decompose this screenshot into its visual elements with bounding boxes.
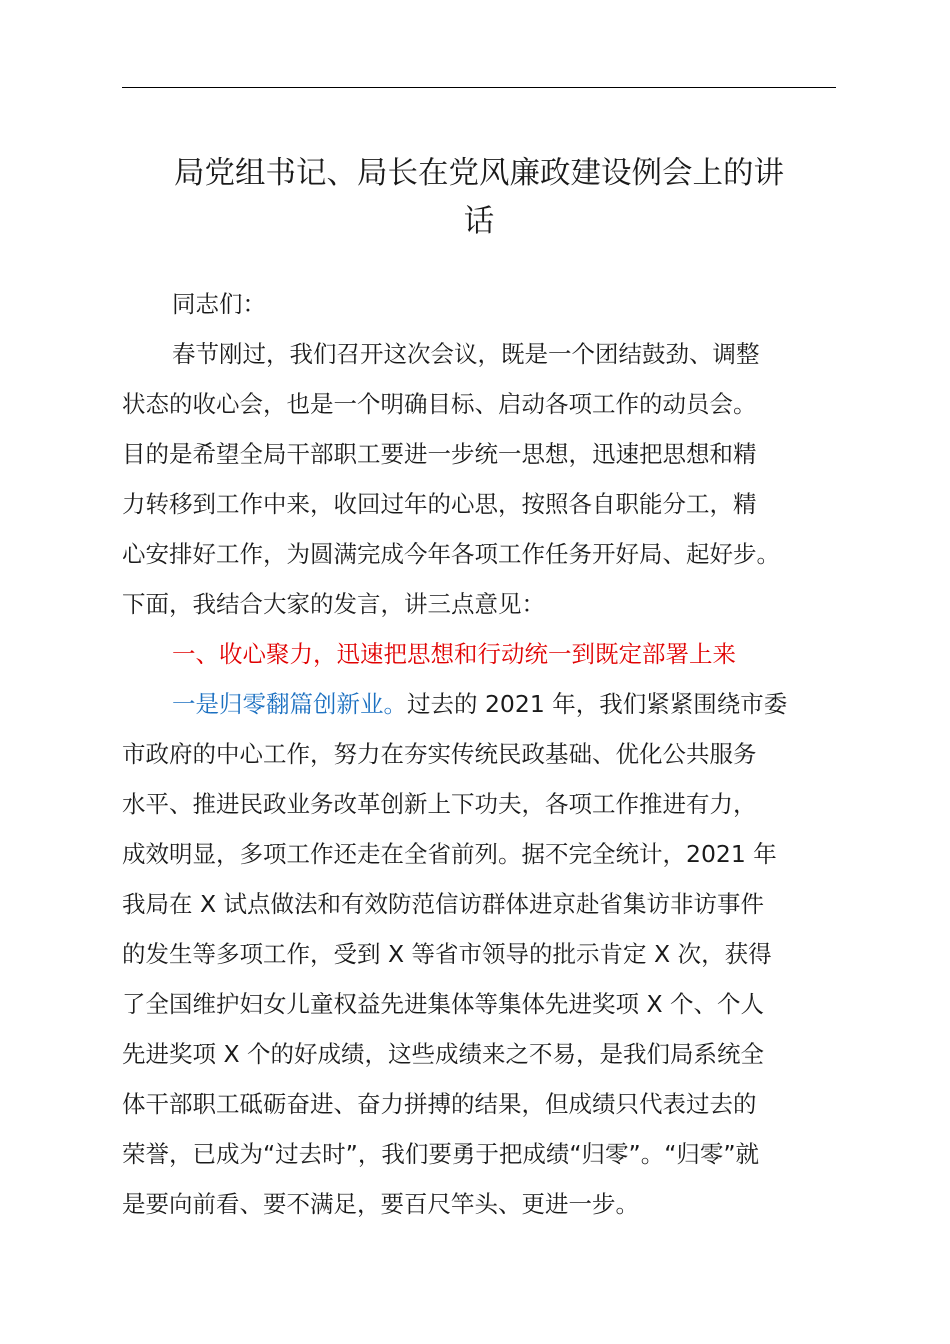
text-line (122, 679, 836, 729)
text-line: 力转移到工作中来，收回过年的心思，按照各自职能分工，精 (122, 490, 757, 518)
text-line: 荣誉，已成为“过去时”，我们要勇于把成绩“归零”。“归零”就 (122, 1140, 760, 1168)
text-line: 春节刚过，我们召开这次会议，既是一个团结鼓劲、调整 (172, 340, 760, 368)
text-line: 下面，我结合大家的发言，讲三点意见： (122, 590, 545, 618)
paragraph-intro (122, 329, 836, 629)
text-line: 了全国维护妇女儿童权益先进集体等集体先进奖项 X 个、个人 (122, 990, 765, 1018)
text-line: 是要向前看、要不满足，要百尺竿头、更进一步。 (122, 1190, 639, 1218)
text-line: 心安排好工作，为圆满完成今年各项工作任务开好局、起好步。 (122, 540, 780, 568)
section-heading: 一、收心聚力，迅速把思想和行动统一到既定部署上来 (172, 640, 736, 668)
salutation: 同志们： (172, 290, 266, 318)
text-line: 先进奖项 X 个的好成绩，这些成绩来之不易，是我们局系统全 (122, 1040, 765, 1068)
subheading-label: 一是归零翻篇创新业。 (172, 690, 407, 718)
header-rule (122, 87, 836, 88)
title-line-1: 局党组书记、局长在党风廉政建设例会上的讲 (174, 156, 784, 191)
paragraph-section1 (122, 679, 836, 1229)
document-body (122, 279, 836, 1229)
text-line: 成效明显，多项工作还走在全省前列。据不完全统计，2021 年 (122, 840, 777, 868)
text-line: 体干部职工砥砺奋进、奋力拼搏的结果，但成绩只代表过去的 (122, 1090, 757, 1118)
title-line-2: 话 (463, 204, 495, 239)
document-title (122, 150, 836, 246)
text-line: 状态的收心会，也是一个明确目标、启动各项工作的动员会。 (122, 390, 757, 418)
text-line: 的发生等多项工作，受到 X 等省市领导的批示肯定 X 次，获得 (122, 940, 772, 968)
text-line: 我局在 X 试点做法和有效防范信访群体进京赴省集访非访事件 (122, 890, 765, 918)
text-line: 水平、推进民政业务改革创新上下功夫，各项工作推进有力， (122, 790, 757, 818)
text-line: 目的是希望全局干部职工要进一步统一思想，迅速把思想和精 (122, 440, 757, 468)
text-line: 市政府的中心工作，努力在夯实传统民政基础、优化公共服务 (122, 740, 757, 768)
text-fragment: 过去的 2021 年，我们紧紧围绕市委 (407, 690, 788, 718)
